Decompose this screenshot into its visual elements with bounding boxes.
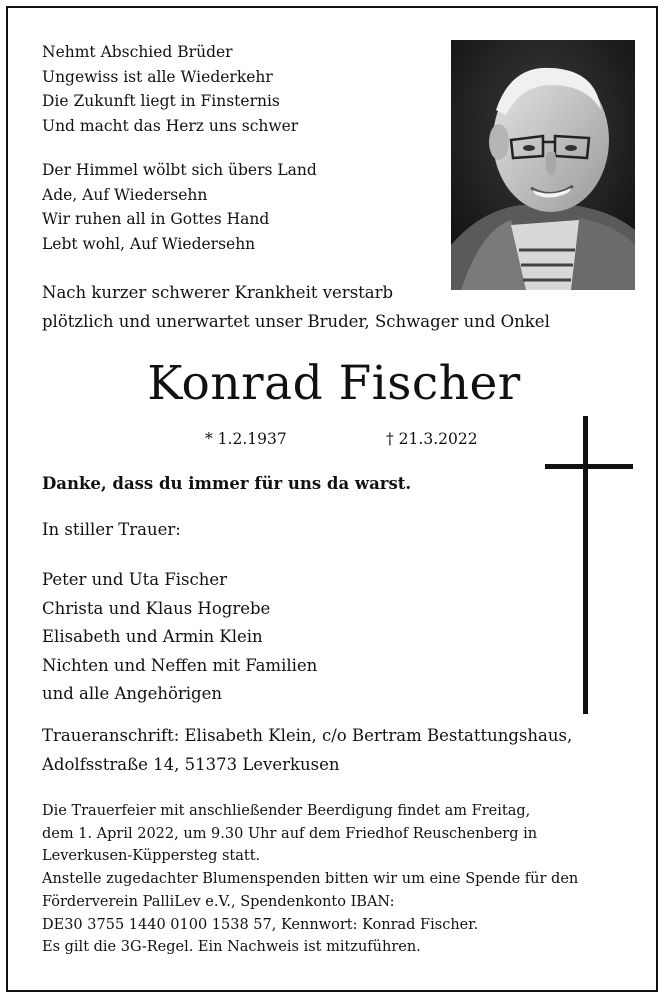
deceased-name: Konrad Fischer [147, 356, 521, 411]
thanks-line: Danke, dass du immer für uns da warst. [42, 474, 412, 493]
portrait-illustration [451, 40, 635, 290]
family-member: Elisabeth und Armin Klein [42, 627, 263, 646]
poem-line: Ungewiss ist alle Wiederkehr [42, 67, 273, 86]
poem-line: Und macht das Herz uns schwer [42, 116, 299, 135]
address-line: Adolfsstraße 14, 51373 Leverkusen [42, 755, 340, 774]
obituary-notice [6, 6, 658, 992]
details-line: Leverkusen-Küppersteg statt. [42, 848, 261, 865]
details-line: Die Trauerfeier mit anschließender Beerdigung findet am Freitag, [42, 803, 531, 819]
intro-text [42, 278, 550, 336]
details-line: Förderverein PalliLev e.V., Spendenkonto IBAN: [42, 893, 395, 910]
family-member: und alle Angehörigen [42, 684, 223, 703]
details-line: Anstelle zugedachter Blumenspenden bitten wir um eine Spende für den [42, 871, 579, 888]
family-list [42, 566, 317, 709]
details-line: dem 1. April 2022, um 9.30 Uhr auf dem Friedhof Reuschenberg in [42, 825, 538, 842]
portrait-photo [451, 40, 635, 290]
poem-line: Lebt wohl, Auf Wiedersehn [42, 234, 256, 253]
family-member: Peter und Uta Fischer [42, 570, 228, 589]
intro-line: Nach kurzer schwerer Krankheit verstarb [42, 283, 394, 302]
address-line: Traueranschrift: Elisabeth Klein, c/o Bertram Bestattungshaus, [42, 726, 573, 745]
intro-line: plötzlich und unerwartet unser Bruder, Schwager und Onkel [42, 312, 550, 331]
cross-icon [545, 416, 633, 714]
poem-stanza-2 [42, 158, 317, 256]
poem-line: Die Zukunft liegt in Finsternis [42, 92, 280, 110]
poem-line: Ade, Auf Wiedersehn [42, 185, 208, 204]
poem-line: Der Himmel wölbt sich übers Land [42, 161, 317, 179]
poem-stanza-1 [42, 40, 298, 138]
funeral-details [42, 800, 578, 959]
death-date: † 21.3.2022 [386, 430, 478, 448]
details-line: Es gilt die 3G-Regel. Ein Nachweis ist mitzuführen. [42, 939, 421, 956]
mourning-address [42, 721, 572, 779]
poem-line: Nehmt Abschied Brüder [42, 43, 233, 61]
birth-date: * 1.2.1937 [205, 430, 287, 448]
family-member: Christa und Klaus Hogrebe [42, 598, 271, 618]
family-member: Nichten und Neffen mit Familien [42, 655, 318, 675]
mourning-label: In stiller Trauer: [42, 520, 181, 539]
poem-line: Wir ruhen all in Gottes Hand [42, 210, 270, 228]
details-line: DE30 3755 1440 0100 1538 57, Kennwort: Konrad Fischer. [42, 916, 479, 933]
